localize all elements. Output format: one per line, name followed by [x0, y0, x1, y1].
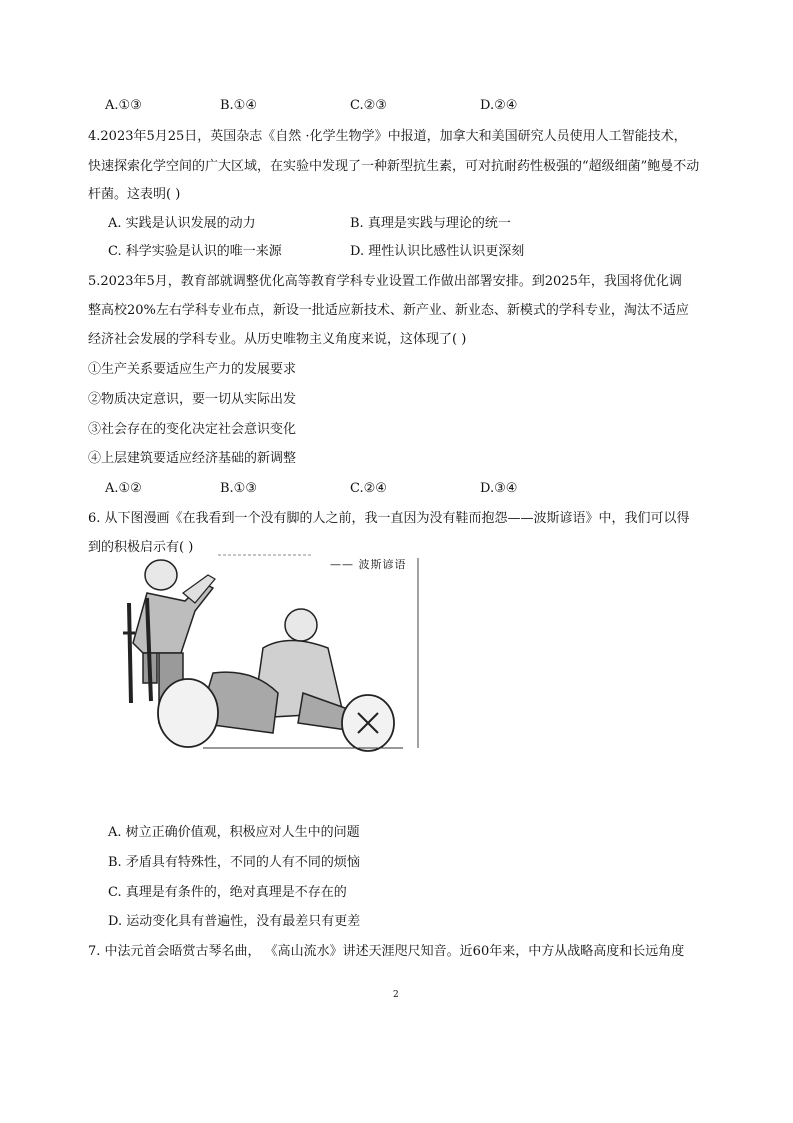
- page-number: 2: [393, 990, 399, 1000]
- q5-item-1: ①生产关系要适应生产力的发展要求: [88, 362, 297, 377]
- q5-item-4: ④上层建筑要适应经济基础的新调整: [88, 451, 297, 466]
- q4-option-b: B. 真理是实践与理论的统一: [350, 216, 511, 231]
- q7-stem-line1: 7. 中法元首会晤赏古琴名曲， 《高山流水》讲述天涯咫尺知音。近60年来，中方从战略高度和长远角度: [88, 944, 685, 959]
- q5-option-b: B.①③: [220, 481, 257, 496]
- q5-stem-line3: 经济社会发展的学科专业。从历史唯物主义角度来说，这体现了( ): [88, 332, 467, 347]
- cartoon-caption: —— 波斯谚语: [330, 558, 407, 571]
- q6-option-b: B. 矛盾具有特殊性，不同的人有不同的烦恼: [108, 855, 360, 870]
- q5-stem-line1: 5.2023年5月，教育部就调整优化高等教育学科专业设置工作做出部署安排。到2025年，我国将优化调: [88, 274, 682, 289]
- q6-option-c: C. 真理是有条件的，绝对真理是不存在的: [108, 885, 347, 900]
- cartoon-illustration: [103, 553, 421, 753]
- q3-option-b: B.①④: [220, 98, 257, 113]
- q5-option-c: C.②④: [350, 481, 387, 496]
- q4-option-c: C. 科学实验是认识的唯一来源: [108, 244, 282, 259]
- q3-option-a: A.①③: [105, 98, 142, 113]
- q5-option-a: A.①②: [105, 481, 142, 496]
- q6-stem-line2: 到的积极启示有( ): [88, 540, 194, 555]
- q3-options-row: [0, 98, 793, 116]
- q6-option-a: A. 树立正确价值观，积极应对人生中的问题: [108, 825, 360, 840]
- q4-stem-line1: 4.2023年5月25日，英国杂志《自然 ·化学生物学》中报道，加拿大和美国研究人员使用人工智能技术，: [88, 129, 687, 144]
- q4-stem-line3: 杆菌。这表明( ): [88, 187, 181, 202]
- q6-option-d: D. 运动变化具有普遍性，没有最差只有更差: [108, 914, 361, 929]
- q5-item-3: ③社会存在的变化决定社会意识变化: [88, 422, 297, 437]
- q5-item-2: ②物质决定意识，要一切从实际出发: [88, 392, 297, 407]
- q5-option-d: D.③④: [480, 481, 518, 496]
- q3-option-d: D.②④: [480, 98, 518, 113]
- q4-option-d: D. 理性认识比感性认识更深刻: [350, 244, 525, 259]
- q5-options-row: [0, 481, 793, 499]
- q3-option-c: C.②③: [350, 98, 387, 113]
- q4-stem-line2: 快速探索化学空间的广大区域，在实验中发现了一种新型抗生素，可对抗耐药性极强的“超级细菌”鲍曼不动: [88, 159, 700, 174]
- q5-stem-line2: 整高校20%左右学科专业布点，新设一批适应新技术、新产业、新业态、新模式的学科专业，淘汰不适应: [88, 303, 689, 318]
- q6-stem-line1: 6. 从下图漫画《在我看到一个没有脚的人之前，我一直因为没有鞋而抱怨——波斯谚语》中，我们可以得: [88, 511, 690, 526]
- q4-option-a: A. 实践是认识发展的动力: [108, 216, 256, 231]
